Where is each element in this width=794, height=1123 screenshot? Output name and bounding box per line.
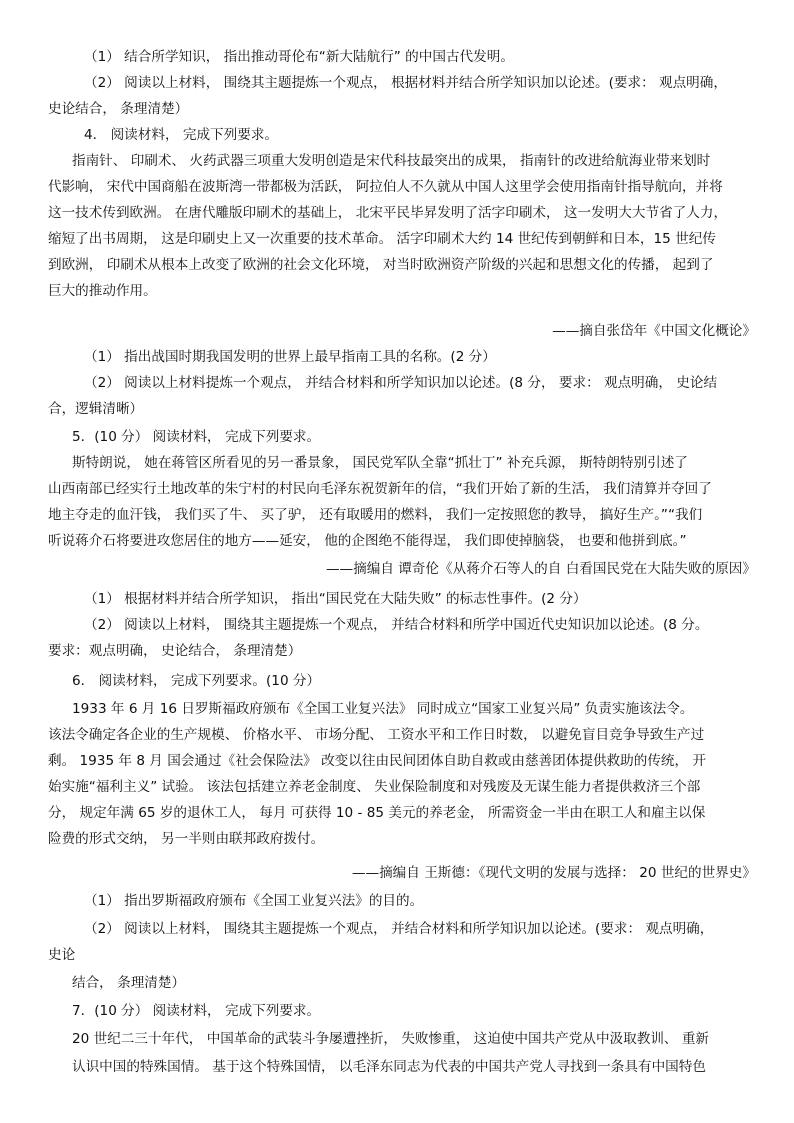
material-4-line-6: 巨大的推动作用。 bbox=[48, 283, 157, 299]
question-6-heading: 6． 阅读材料， 完成下列要求。(10 分） bbox=[72, 673, 321, 689]
material-4-line-1: 指南针、 印刷术、 火药武器三项重大发明创造是宋代科技最突出的成果， 指南针的改进给航海业带来划时 bbox=[72, 153, 711, 169]
material-4-line-4: 缩短了出书周期， 这是印刷史上又一次重要的技术革命。 活字印刷术大约 14 世纪传到朝鲜和日本，15 世纪传 bbox=[48, 231, 716, 247]
question-3-part-2: （2） 阅读以上材料， 围绕其主题提炼一个观点， 根据材料并结合所学知识加以论述。(要求： 观点明确， bbox=[84, 75, 727, 91]
question-5-part-1: （1） 根据材料并结合所学知识， 指出“国民党在大陆失败” 的标志性事件。(2 分） bbox=[84, 591, 587, 607]
question-4-part-2-cont: 合，逻辑清晰） bbox=[48, 401, 144, 417]
material-4-line-3: 这一技术传到欧洲。 在唐代雕版印刷术的基础上， 北宋平民毕昇发明了活字印刷术， 这一发明大大节省了人力， bbox=[48, 205, 728, 221]
question-6-part-1: （1） 指出罗斯福政府颁布《全国工业复兴法》的目的。 bbox=[84, 893, 424, 909]
question-4-part-1: （1） 指出战国时期我国发明的世界上最早指南工具的名称。(2 分） bbox=[84, 349, 496, 365]
question-7-heading: 7．(10 分） 阅读材料， 完成下列要求。 bbox=[72, 1003, 321, 1019]
question-5-heading: 5．(10 分） 阅读材料， 完成下列要求。 bbox=[72, 429, 321, 445]
material-5-line-3: 地主夺走的血汗钱， 我们买了牛、 买了驴， 还有取暖用的燃料， 我们一定按照您的教导， 搞好生产。”“我们 bbox=[48, 507, 703, 523]
material-6-line-6: 险费的形式交纳， 另一半则由联邦政府拨付。 bbox=[48, 831, 325, 847]
material-5-line-1: 斯特朗说， 她在蒋管区所看见的另一番景象， 国民党军队全靠“抓壮丁” 补充兵源， 斯特朗特别引述了 bbox=[72, 455, 688, 471]
question-3-part-2-cont: 史论结合， 条理清楚） bbox=[48, 101, 189, 117]
question-6-part-2-cont-2: 结合， 条理清楚） bbox=[72, 975, 186, 991]
question-5-part-2: （2） 阅读以上材料， 围绕其主题提炼一个观点， 并结合材料和所学中国近代史知识加以论述。(8 分。 bbox=[84, 617, 709, 633]
question-6-part-2: （2） 阅读以上材料， 围绕其主题提炼一个观点， 并结合材料和所学知识加以论述。(要求： 观点明确， bbox=[84, 921, 714, 937]
material-4-line-2: 代影响， 宋代中国商船在波斯湾一带都极为活跃， 阿拉伯人不久就从中国人这里学会使用指南针指导航向，并将 bbox=[48, 179, 723, 195]
question-4-heading: 4． 阅读材料， 完成下列要求。 bbox=[84, 127, 279, 143]
material-6-line-5: 分， 规定年满 65 岁的退休工人， 每月 可获得 10 - 85 美元的养老金， 所需资金一半由在职工人和雇主以保 bbox=[48, 805, 706, 821]
material-6-line-4: 始实施“福利主义” 试验。 该法包括建立养老金制度、 失业保险制度和对残废及无谋生能力者提供救济三个部 bbox=[48, 779, 701, 795]
material-4-source: ——摘自张岱年《中国文化概论》 bbox=[552, 323, 756, 339]
question-6-part-2-cont-1: 史论 bbox=[48, 947, 76, 963]
material-5-line-4: 听说蒋介石将要进攻您居住的地方——延安， 他的企图绝不能得逞， 我们即使掉脑袋， 也要和他拼到底。” bbox=[48, 533, 687, 549]
material-7-line-1: 20 世纪二三十年代， 中国革命的武装斗争屡遭挫折， 失败惨重， 这迫使中国共产党从中汲取教训、 重新 bbox=[72, 1031, 710, 1047]
material-6-source: ——摘编自 王斯德：《现代文明的发展与选择： 20 世纪的世界史》 bbox=[351, 865, 756, 881]
material-4-line-5: 到欧洲， 印刷术从根本上改变了欧洲的社会文化环境， 对当时欧洲资产阶级的兴起和思想文化的传播， 起到了 bbox=[48, 257, 714, 273]
material-7-line-2: 认识中国的特殊国情。 基于这个特殊国情， 以毛泽东同志为代表的中国共产党人寻找到一条具有中国特色 bbox=[72, 1059, 706, 1075]
question-3-part-1: （1） 结合所学知识， 指出推动哥伦布“新大陆航行” 的中国古代发明。 bbox=[84, 49, 514, 65]
material-5-source: ——摘编自 谭奇伦《从蒋介石等人的自 白看国民党在大陆失败的原因》 bbox=[325, 561, 756, 577]
question-5-part-2-cont: 要求：观点明确， 史论结合， 条理清楚） bbox=[48, 643, 302, 659]
material-6-line-1: 1933 年 6 月 16 日罗斯福政府颁布《全国工业复兴法》 同时成立“国家工业复兴局” 负责实施该法令。 bbox=[72, 701, 694, 717]
material-5-line-2: 山西南部已经实行土地改革的朱宁村的村民向毛泽东祝贺新年的信，“我们开始了新的生活， 我们清算并夺回了 bbox=[48, 481, 712, 497]
material-6-line-2: 该法令确定各企业的生产规模、 价格水平、 市场分配、 工资水平和工作日时数， 以避免盲目竞争导致生产过 bbox=[48, 727, 705, 743]
question-4-part-2: （2） 阅读以上材料提炼一个观点， 并结合材料和所学知识加以论述。(8 分， 要求： 观点明确， 史论结 bbox=[84, 375, 718, 391]
material-6-line-3: 剩。 1935 年 8 月 国会通过《社会保险法》 改变以往由民间团体自助自救或由慈善团体提供救助的传统， 开 bbox=[48, 753, 707, 769]
